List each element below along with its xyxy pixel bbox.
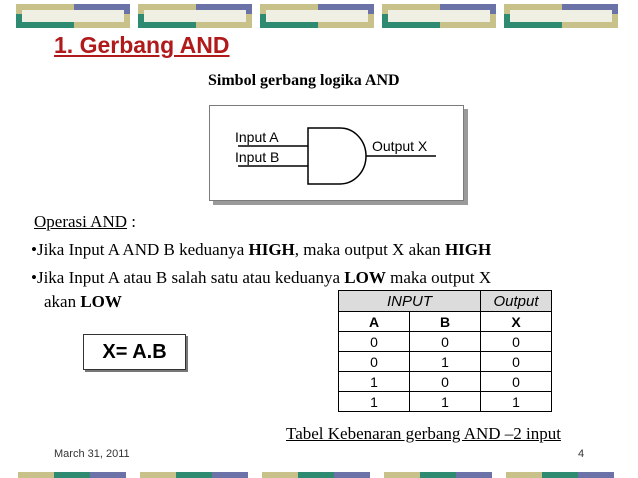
table-row bbox=[339, 372, 552, 392]
decor-tile bbox=[16, 4, 130, 28]
footer-date: March 31, 2011 bbox=[54, 448, 130, 460]
cell-a: 0 bbox=[339, 352, 410, 372]
and-gate-symbol bbox=[210, 106, 463, 200]
cell-x: 1 bbox=[481, 392, 552, 412]
cell-a: 1 bbox=[339, 392, 410, 412]
operation-heading: Operasi AND : bbox=[34, 212, 136, 231]
slide-title: 1. Gerbang AND bbox=[54, 32, 230, 58]
cell-a: 1 bbox=[339, 372, 410, 392]
column-header-x: X bbox=[481, 312, 552, 332]
truth-table-output-header: Output bbox=[481, 291, 552, 312]
formula-box: X= A.B bbox=[83, 334, 186, 370]
decor-tile bbox=[504, 4, 618, 28]
bullet-low-continued: akan LOW bbox=[44, 292, 122, 311]
cell-b: 0 bbox=[410, 372, 481, 392]
decor-tile bbox=[260, 4, 374, 28]
bullet-high: •Jika Input A AND B keduanya HIGH, maka output X akan HIGH bbox=[31, 240, 492, 259]
cell-x: 0 bbox=[481, 332, 552, 352]
cell-x: 0 bbox=[481, 352, 552, 372]
truth-table-column-headers bbox=[339, 312, 552, 332]
cell-b: 1 bbox=[410, 352, 481, 372]
cell-a: 0 bbox=[339, 332, 410, 352]
column-header-a: A bbox=[339, 312, 410, 332]
output-x-label: Output X bbox=[372, 138, 428, 154]
table-row bbox=[339, 332, 552, 352]
and-gate-diagram bbox=[209, 105, 464, 201]
truth-table bbox=[338, 290, 552, 412]
decor-bottom-strip bbox=[18, 472, 638, 478]
input-a-label: Input A bbox=[235, 129, 279, 145]
input-b-label: Input B bbox=[235, 149, 280, 165]
decor-tile bbox=[138, 4, 252, 28]
cell-b: 0 bbox=[410, 332, 481, 352]
diagram-subtitle: Simbol gerbang logika AND bbox=[208, 72, 400, 89]
page-number: 4 bbox=[578, 448, 585, 460]
cell-b: 1 bbox=[410, 392, 481, 412]
table-row bbox=[339, 392, 552, 412]
decor-tile bbox=[382, 4, 496, 28]
truth-table-input-header: INPUT bbox=[339, 291, 481, 312]
and-gate-shape bbox=[308, 128, 366, 184]
cell-x: 0 bbox=[481, 372, 552, 392]
bullet-low: •Jika Input A atau B salah satu atau keduanya LOW maka output X bbox=[31, 268, 492, 287]
column-header-b: B bbox=[410, 312, 481, 332]
table-row bbox=[339, 352, 552, 372]
table-caption: Tabel Kebenaran gerbang AND –2 input bbox=[286, 424, 561, 443]
